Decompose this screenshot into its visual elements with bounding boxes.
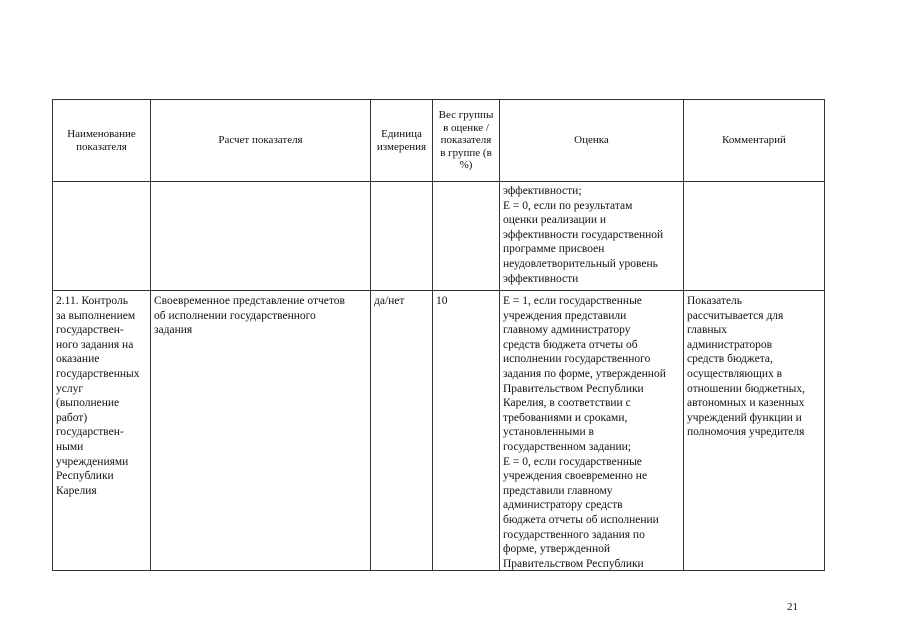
indicator-weight: 10 bbox=[436, 295, 448, 307]
header-comment: Комментарий bbox=[722, 134, 786, 147]
header-name: Наименование показателя bbox=[67, 128, 136, 153]
header-calculation: Расчет показателя bbox=[218, 134, 303, 147]
continuation-score-text: эффективности; E = 0, если по результатам оценки реализации и эффективности государственной программе присвоен неудовлетворительный уровень эффективности bbox=[503, 185, 664, 285]
indicator-table bbox=[52, 99, 825, 571]
indicator-unit: да/нет bbox=[374, 295, 405, 307]
indicator-comment: Показатель рассчитывается для главных администраторов средств бюджета, осуществляющих в отношении бюджетных, автономных и казенных учреждений функции и полномочия учредителя bbox=[687, 295, 805, 439]
indicator-name: 2.11. Контроль за выполнением государствен- ного задания на оказание государственных услуг (выполнение работ) государствен- ными учреждениями Республики Карелия bbox=[56, 295, 140, 497]
header-divider bbox=[52, 181, 825, 182]
row-divider bbox=[52, 290, 825, 291]
header-unit: Единица измерения bbox=[376, 128, 427, 153]
header-score: Оценка bbox=[574, 134, 609, 147]
indicator-score: E = 1, если государственные учреждения представили главному администратору средств бюджета отчеты об исполнении государственного задания по форме, утвержденной Правительством Республики Карелия, в соответствии с требованиями и сроками, установленными в государственном задании; E = 0, если государственные учреждения своевременно не представили главному администратору средств бюджета отчеты об исполнении государственного задания по форме, утвержденной Правительством Республики bbox=[503, 295, 666, 570]
table-border-bottom bbox=[52, 570, 825, 571]
table-border-right bbox=[824, 99, 825, 571]
indicator-calculation: Своевременное представление отчетов об исполнении государственного задания bbox=[154, 295, 345, 337]
header-weight: Вес группы в оценке / показателя в группе (в %) bbox=[438, 109, 494, 172]
page-number: 21 bbox=[787, 601, 798, 613]
